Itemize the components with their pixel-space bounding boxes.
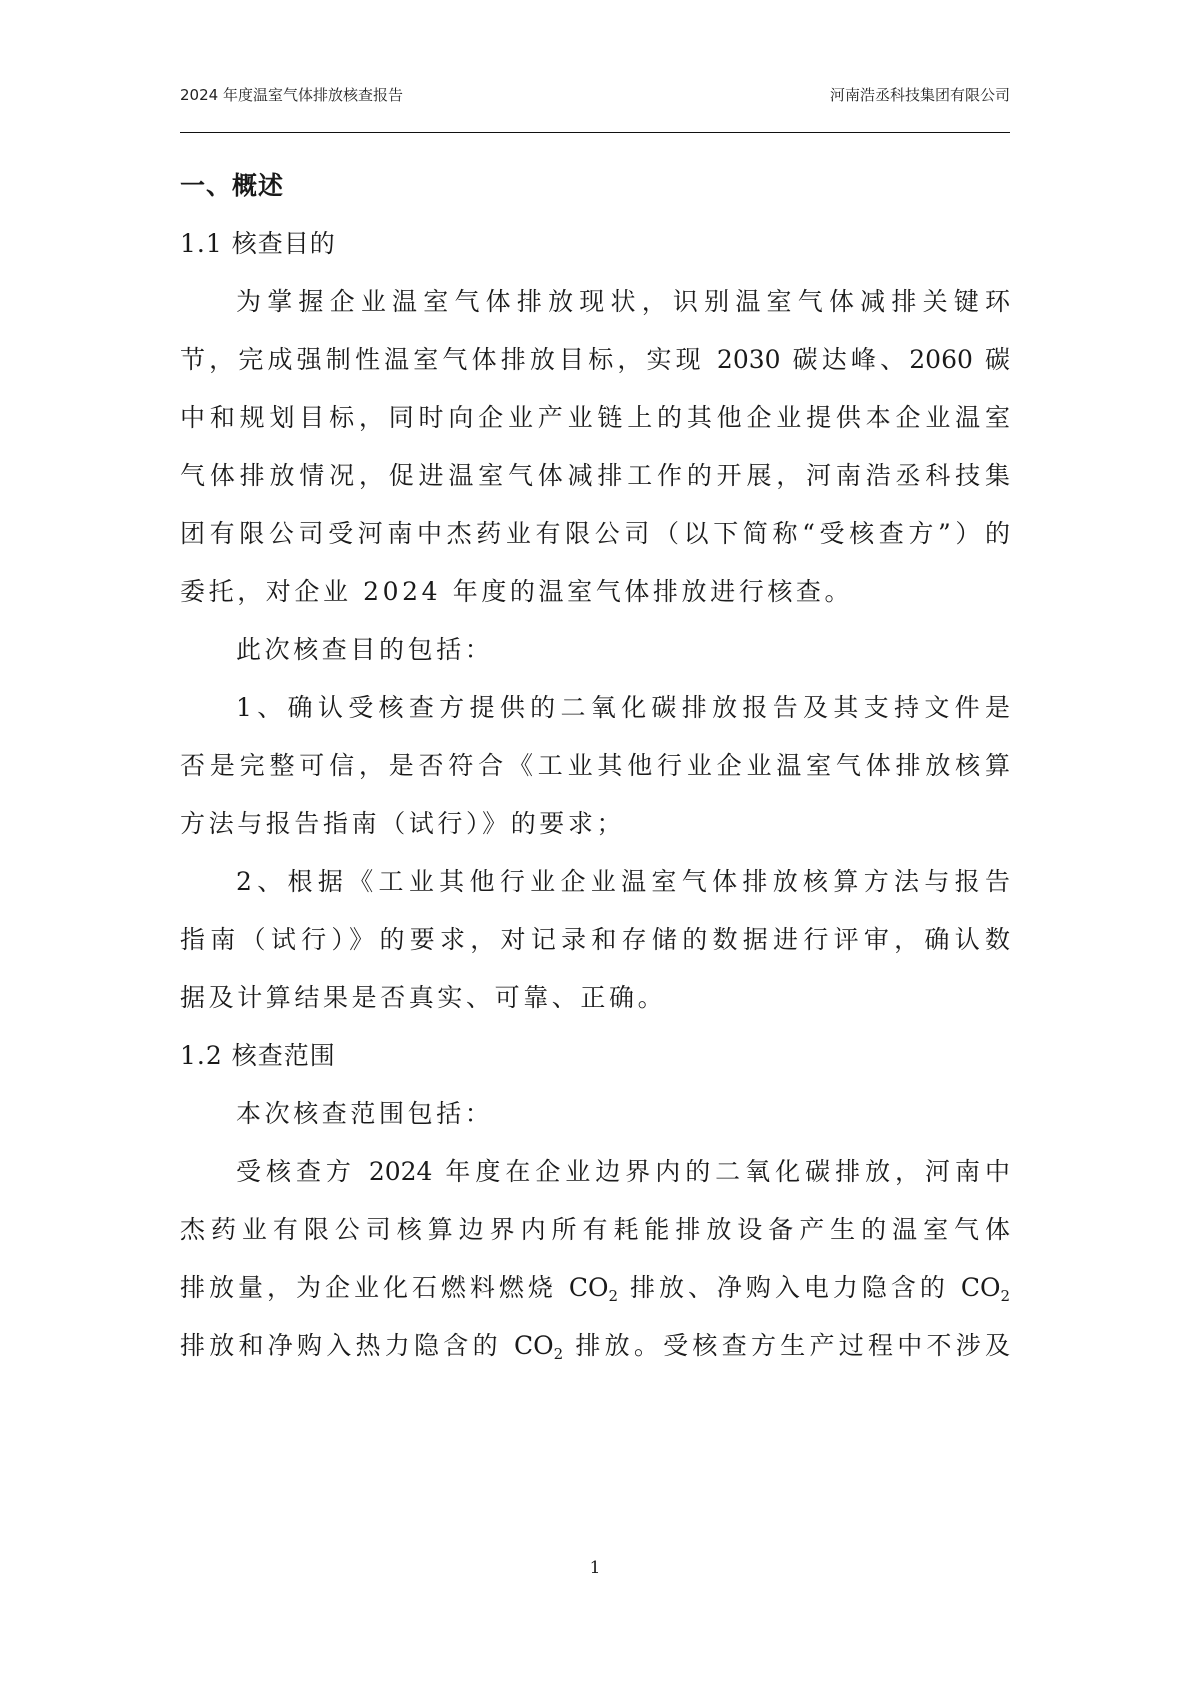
list-item-line: 否是完整可信，是否符合《工业其他行业企业温室气体排放核算 bbox=[180, 751, 1010, 780]
subsection-title-1-2: 1.2 核查范围 bbox=[180, 1041, 336, 1070]
paragraph-line: 此次核查目的包括： bbox=[236, 635, 494, 664]
paragraph-line: 委托，对企业 2024 年度的温室气体排放进行核查。 bbox=[180, 577, 854, 606]
subscript: 2 bbox=[1000, 1287, 1010, 1305]
header-company-name: 河南浩丞科技集团有限公司 bbox=[829, 86, 1010, 104]
paragraph-line: 受核查方 2024 年度在企业边界内的二氧化碳排放，河南中 bbox=[236, 1157, 1010, 1186]
text-run: 排放和净购入热力隐含的 CO bbox=[180, 1331, 554, 1360]
list-item-line: 据及计算结果是否真实、可靠、正确。 bbox=[180, 983, 667, 1012]
paragraph-line bbox=[180, 1326, 1010, 1384]
paragraph-line: 节，完成强制性温室气体排放目标，实现 2030 碳达峰、2060 碳 bbox=[180, 345, 1010, 374]
subscript: 2 bbox=[608, 1287, 619, 1305]
section-title: 一、概述 bbox=[180, 171, 285, 200]
paragraph-line bbox=[180, 1268, 1010, 1326]
text-run: 排放。受核查方生产过程中不涉及 bbox=[563, 1331, 1010, 1360]
text-run: 排放量，为企业化石燃料燃烧 CO bbox=[180, 1273, 609, 1302]
document-body bbox=[180, 166, 1010, 1384]
list-item-line: 2、根据《工业其他行业企业温室气体排放核算方法与报告 bbox=[236, 867, 1010, 896]
page-header bbox=[180, 84, 1010, 108]
paragraph-line: 本次核查范围包括： bbox=[236, 1099, 494, 1128]
list-item-line: 1、确认受核查方提供的二氧化碳排放报告及其支持文件是 bbox=[236, 693, 1010, 722]
header-report-title: 2024 年度温室气体排放核查报告 bbox=[180, 86, 403, 104]
text-run: 排放、净购入电力隐含的 CO bbox=[618, 1273, 1001, 1302]
subsection-title-1-1: 1.1 核查目的 bbox=[180, 229, 336, 258]
header-divider bbox=[180, 132, 1010, 133]
paragraph-line: 杰药业有限公司核算边界内所有耗能排放设备产生的温室气体 bbox=[180, 1215, 1010, 1244]
paragraph-line: 气体排放情况，促进温室气体减排工作的开展，河南浩丞科技集 bbox=[180, 461, 1010, 490]
subscript: 2 bbox=[553, 1345, 564, 1363]
list-item-line: 指南（试行）》的要求，对记录和存储的数据进行评审，确认数 bbox=[180, 925, 1010, 954]
paragraph-line: 团有限公司受河南中杰药业有限公司（以下简称“受核查方”）的 bbox=[180, 519, 1010, 548]
paragraph-line: 中和规划目标，同时向企业产业链上的其他企业提供本企业温室 bbox=[180, 403, 1010, 432]
paragraph-line: 为掌握企业温室气体排放现状，识别温室气体减排关键环 bbox=[236, 287, 1010, 316]
list-item-line: 方法与报告指南（试行）》的要求； bbox=[180, 809, 626, 838]
page-number: 1 bbox=[589, 1558, 601, 1578]
